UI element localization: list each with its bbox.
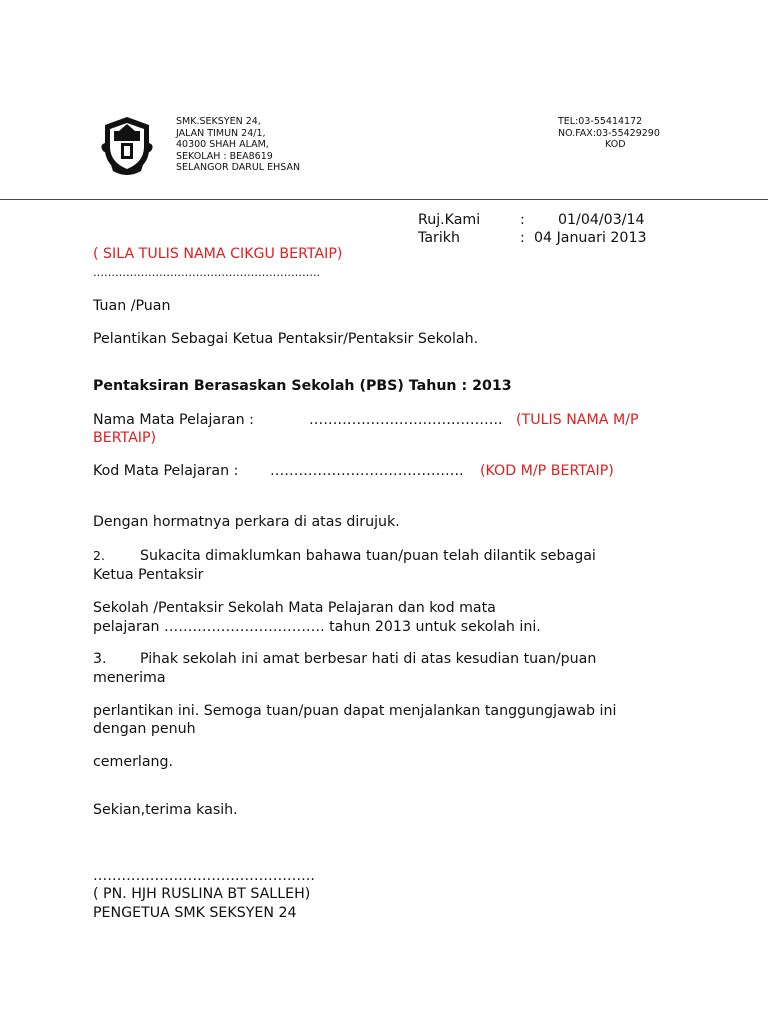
- heading: Pentaksiran Berasaskan Sekolah (PBS) Tahun : 2013: [93, 378, 512, 394]
- paragraph-3-line: Pihak sekolah ini amat berbesar hati di atas kesudian tuan/puan: [140, 651, 597, 667]
- paragraph-2b-line: pelajaran ……………………………. tahun 2013 untuk sekolah ini.: [93, 619, 541, 635]
- closing: Sekian,terima kasih.: [93, 802, 238, 818]
- paragraph-3b-line: perlantikan ini. Semoga tuan/puan dapat menjalankan tanggungjawab ini: [93, 703, 617, 719]
- subject-code-note: (KOD M/P BERTAIP): [480, 463, 614, 479]
- subject-name-note: (TULIS NAMA M/P: [516, 412, 639, 428]
- letterhead-divider: [0, 199, 768, 200]
- recipient-dots: ……………………………………………………..: [93, 266, 320, 279]
- address-line: SEKOLAH : BEA8619: [176, 150, 273, 162]
- address-line: SMK.SEKSYEN 24,: [176, 116, 261, 127]
- reference-label: Ruj.Kami: [418, 212, 481, 228]
- paragraph-3-number: 3.: [93, 651, 107, 667]
- paragraph-2-line: Ketua Pentaksir: [93, 567, 204, 583]
- subject-name-note-continued: BERTAIP): [93, 430, 157, 446]
- subject-line: Pelantikan Sebagai Ketua Pentaksir/Pentaksir Sekolah.: [93, 331, 479, 347]
- subject-name-label: Nama Mata Pelajaran :: [93, 412, 254, 428]
- reference-colon: :: [520, 212, 525, 228]
- paragraph-2-number: 2.: [93, 548, 105, 563]
- date-value: 04 Januari 2013: [534, 230, 647, 246]
- subject-code-label: Kod Mata Pelajaran :: [93, 463, 239, 479]
- paragraph-2-line: Sukacita dimaklumkan bahawa tuan/puan telah dilantik sebagai: [140, 548, 596, 564]
- contact-info: [558, 116, 660, 151]
- date-label: Tarikh: [418, 230, 460, 246]
- code-label: KOD: [605, 139, 626, 150]
- subject-name-dots: …………………………………..: [309, 412, 503, 428]
- paragraph-3-line: menerima: [93, 670, 166, 686]
- recipient-instruction: ( SILA TULIS NAMA CIKGU BERTAIP): [93, 246, 343, 262]
- school-address: [176, 116, 300, 174]
- subject-code-dots: …………………………………..: [270, 463, 464, 479]
- intro-paragraph: Dengan hormatnya perkara di atas dirujuk.: [93, 514, 400, 530]
- paragraph-3b-line: dengan penuh: [93, 721, 196, 737]
- paragraph-2b-line: Sekolah /Pentaksir Sekolah Mata Pelajaran dan kod mata: [93, 600, 496, 616]
- signatory-name: ( PN. HJH RUSLINA BT SALLEH): [93, 886, 311, 902]
- paragraph-3c: cemerlang.: [93, 754, 174, 770]
- address-line: 40300 SHAH ALAM,: [176, 139, 269, 150]
- fax-number: NO.FAX:03-55429290: [558, 127, 660, 139]
- date-colon: :: [520, 230, 525, 246]
- reference-number: 01/04/03/14: [558, 212, 645, 228]
- salutation: Tuan /Puan: [93, 298, 171, 314]
- signature-dots: ………………………………………..: [93, 868, 315, 884]
- phone-number: TEL:03-55414172: [558, 116, 643, 127]
- address-line: SELANGOR DARUL EHSAN: [176, 162, 301, 173]
- school-crest-logo: [97, 115, 157, 177]
- signatory-title: PENGETUA SMK SEKSYEN 24: [93, 905, 297, 921]
- address-line: JALAN TIMUN 24/1,: [176, 127, 266, 139]
